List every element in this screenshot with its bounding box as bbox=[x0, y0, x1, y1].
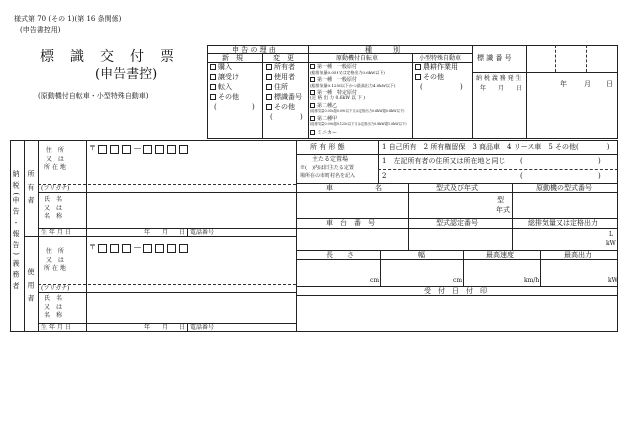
form-subtitle: (申告書控) bbox=[95, 67, 158, 82]
model-unit: 型 bbox=[497, 196, 504, 204]
power-unit: kW bbox=[608, 277, 618, 284]
new-item-transfer[interactable]: 譲受け bbox=[210, 74, 239, 81]
storage-option-2-paren-open: ( bbox=[520, 172, 523, 180]
checkbox[interactable] bbox=[415, 74, 421, 80]
user-label: 使 用 者 bbox=[27, 268, 35, 304]
tax-start-date-label: 年 月 日 bbox=[480, 85, 523, 92]
owner-postal-box-1[interactable] bbox=[98, 145, 107, 154]
reception-stamp-label: 受 付 日 付 印 bbox=[424, 287, 487, 295]
copy-label: (申告書控用) bbox=[20, 26, 61, 34]
max-speed-label: 最高速度 bbox=[486, 251, 514, 259]
storage-label-2: ※( )内は旧主たる定置 bbox=[300, 165, 354, 171]
moped-kind-1-note: (総排気量0.05ℓ又は定格出力0.6kW以下) bbox=[310, 70, 385, 75]
special-kind-other[interactable]: その他 bbox=[415, 74, 444, 81]
owner-postal-mark: 〒 bbox=[89, 144, 96, 152]
tax-month: 月 bbox=[584, 80, 591, 88]
new-other-paren-open: ( bbox=[214, 103, 217, 111]
storage-label-3: 場所在の市町村名を記入 bbox=[300, 173, 356, 179]
checkbox[interactable] bbox=[310, 77, 315, 82]
owner-postal-box-6[interactable] bbox=[167, 145, 176, 154]
ownership-options[interactable]: 1 自己所有 2 所有権留保 3 商品車 4 リース車 5 その他( ) bbox=[382, 143, 610, 151]
owner-label: 所 有 者 bbox=[27, 170, 35, 206]
special-heading: 小型特殊自動車 bbox=[419, 55, 462, 62]
change-other-paren-close: ) bbox=[300, 113, 303, 121]
storage-option-1-paren-open: ( bbox=[520, 157, 523, 165]
special-kind-farm[interactable]: 農耕作業用 bbox=[415, 64, 458, 71]
owner-name-label: 氏 名 又 は 名 称 bbox=[44, 196, 63, 221]
new-item-movein[interactable]: 転入 bbox=[210, 84, 232, 91]
checkbox[interactable] bbox=[310, 116, 315, 121]
form-title: 標 識 交 付 票 bbox=[40, 49, 175, 65]
checkbox[interactable] bbox=[415, 64, 421, 70]
owner-postal-box-2[interactable] bbox=[110, 145, 119, 154]
checkbox[interactable] bbox=[210, 84, 216, 90]
user-postal-box-6[interactable] bbox=[167, 244, 176, 253]
special-other-paren-close: ) bbox=[460, 83, 463, 91]
storage-option-2[interactable]: 2 bbox=[382, 172, 387, 180]
storage-option-1[interactable]: 1 左記所有者の住所又は所在地と同じ bbox=[382, 157, 506, 165]
user-address-label: 住 所 又 は 所 在 地 bbox=[44, 248, 66, 273]
taxpayer-side-label: 納 税 (申 告 ・ 報 告 ) 義 務 者 bbox=[12, 170, 20, 290]
form-number: 様式第 70 (その 1)(第 16 条関係) bbox=[14, 15, 122, 23]
displacement-unit-kw: kW bbox=[606, 240, 616, 247]
speed-unit: km/h bbox=[524, 277, 540, 284]
user-phone-label: 電話番号 bbox=[190, 324, 215, 331]
change-item-user[interactable]: 使用者 bbox=[266, 74, 295, 81]
engine-model-label: 原動機の型式番号 bbox=[536, 184, 592, 192]
user-postal-mark: 〒 bbox=[89, 243, 96, 251]
user-postal-box-1[interactable] bbox=[98, 244, 107, 253]
checkbox[interactable] bbox=[266, 104, 272, 110]
moped-kind-minicar[interactable]: ミニカー bbox=[310, 130, 337, 136]
checkbox[interactable] bbox=[210, 64, 216, 70]
moped-heading: 原動機付自転車 bbox=[336, 55, 379, 62]
chassis-label: 車 台 番 号 bbox=[326, 219, 375, 227]
kind-heading: 種 別 bbox=[365, 46, 400, 54]
checkbox[interactable] bbox=[266, 74, 272, 80]
owner-phone-label: 電話番号 bbox=[190, 229, 215, 236]
length-unit: cm bbox=[370, 277, 380, 284]
moped-kind-3-note: (定 格 出 力 0.6kW 以 下 ) bbox=[310, 96, 366, 101]
owner-birth-label: 生 年 月 日 bbox=[41, 229, 71, 236]
checkbox[interactable] bbox=[266, 94, 272, 100]
user-postal-box-7[interactable] bbox=[179, 244, 188, 253]
checkbox[interactable] bbox=[266, 64, 272, 70]
user-postal-box-3[interactable] bbox=[122, 244, 131, 253]
checkbox[interactable] bbox=[310, 103, 315, 108]
change-item-owner[interactable]: 所有者 bbox=[266, 64, 295, 71]
user-name-label: 氏 名 又 は 名 称 bbox=[44, 295, 63, 320]
year-unit: 年式 bbox=[496, 206, 510, 214]
moped-kind-2-note: (総排気量0.125ℓ以下かつ最高出力4.0kW以下) bbox=[310, 83, 396, 88]
user-birth-day: 日 bbox=[179, 324, 186, 331]
reason-heading: 申 告 の 理 由 bbox=[232, 46, 276, 54]
checkbox[interactable] bbox=[310, 64, 315, 69]
width-unit: cm bbox=[453, 277, 463, 284]
moped-kind-5-note: (総排気量0.09ℓ超0.125ℓ以下又は定格出力0.8kW超1.0kW以下) bbox=[310, 122, 407, 126]
checkbox[interactable] bbox=[266, 84, 272, 90]
owner-postal-box-4[interactable] bbox=[143, 145, 152, 154]
change-other-paren-open: ( bbox=[270, 113, 273, 121]
change-item-plate[interactable]: 標識番号 bbox=[266, 94, 302, 101]
owner-birth-year: 年 bbox=[144, 229, 151, 236]
storage-option-1-paren-close: ) bbox=[598, 157, 601, 165]
tax-day: 日 bbox=[606, 80, 613, 88]
max-power-label: 最高出力 bbox=[564, 251, 592, 259]
moped-kind-1[interactable]: 第一種 一般原付 bbox=[310, 64, 357, 70]
vehicle-name-label: 車 名 bbox=[326, 184, 382, 192]
special-other-paren-open: ( bbox=[420, 83, 423, 91]
checkbox[interactable] bbox=[210, 94, 216, 100]
owner-furigana-label: (フリガナ) bbox=[41, 185, 70, 192]
storage-option-2-paren-close: ) bbox=[598, 172, 601, 180]
moped-kind-5[interactable]: 第二種甲 bbox=[310, 116, 337, 122]
user-postal-dash: ― bbox=[134, 243, 141, 251]
vehicle-type-note: (原動機付自転車・小型特殊自動車) bbox=[38, 92, 149, 100]
checkbox[interactable] bbox=[210, 74, 216, 80]
user-postal-box-2[interactable] bbox=[110, 244, 119, 253]
user-birth-year: 年 bbox=[144, 324, 151, 331]
tax-start-label: 納 税 義 務 発 生 bbox=[476, 75, 522, 82]
new-other-paren-close: ) bbox=[252, 103, 255, 111]
user-postal-box-5[interactable] bbox=[155, 244, 164, 253]
owner-postal-dash: ― bbox=[134, 144, 141, 152]
moped-kind-3[interactable]: 第一種 特定原付 bbox=[310, 90, 357, 96]
owner-postal-box-3[interactable] bbox=[122, 145, 131, 154]
moped-kind-4[interactable]: 第二種乙 bbox=[310, 103, 337, 109]
change-heading: 変 更 bbox=[273, 54, 294, 62]
owner-postal-box-7[interactable] bbox=[179, 145, 188, 154]
tax-year: 年 bbox=[560, 80, 567, 88]
length-label: 長 さ bbox=[326, 251, 354, 259]
moped-kind-2[interactable]: 第一種 一般原付 bbox=[310, 77, 357, 83]
new-item-purchase[interactable]: 購入 bbox=[210, 64, 232, 71]
owner-address-label: 住 所 又 は 所 在 地 bbox=[44, 147, 66, 172]
new-item-other[interactable]: その他 bbox=[210, 94, 239, 101]
user-furigana-label: (フリガナ) bbox=[41, 285, 70, 292]
checkbox[interactable] bbox=[310, 90, 315, 95]
width-label: 幅 bbox=[418, 251, 425, 259]
checkbox[interactable] bbox=[310, 130, 315, 135]
moped-kind-4-note: (総排気量0.05ℓ超0.09ℓ以下又は定格出力0.6kW超0.8kW以下) bbox=[310, 109, 405, 113]
storage-label-1: 主たる定置場 bbox=[312, 156, 349, 163]
user-postal-box-4[interactable] bbox=[143, 244, 152, 253]
ownership-label: 所 有 形 態 bbox=[310, 143, 345, 151]
change-item-address[interactable]: 住所 bbox=[266, 84, 288, 91]
new-heading: 新 規 bbox=[222, 54, 243, 62]
user-birth-month: 月 bbox=[162, 324, 169, 331]
owner-birth-month: 月 bbox=[162, 229, 169, 236]
plate-number-label: 標 識 番 号 bbox=[477, 54, 512, 62]
cert-number-label: 型式認定番号 bbox=[436, 219, 478, 227]
model-year-label: 型式及び年式 bbox=[436, 184, 478, 192]
owner-birth-day: 日 bbox=[179, 229, 186, 236]
owner-postal-box-5[interactable] bbox=[155, 145, 164, 154]
displacement-unit-l: L bbox=[609, 231, 613, 238]
change-item-other[interactable]: その他 bbox=[266, 104, 295, 111]
user-birth-label: 生 年 月 日 bbox=[41, 324, 71, 331]
displacement-label: 総排気量又は定格出力 bbox=[528, 219, 598, 227]
